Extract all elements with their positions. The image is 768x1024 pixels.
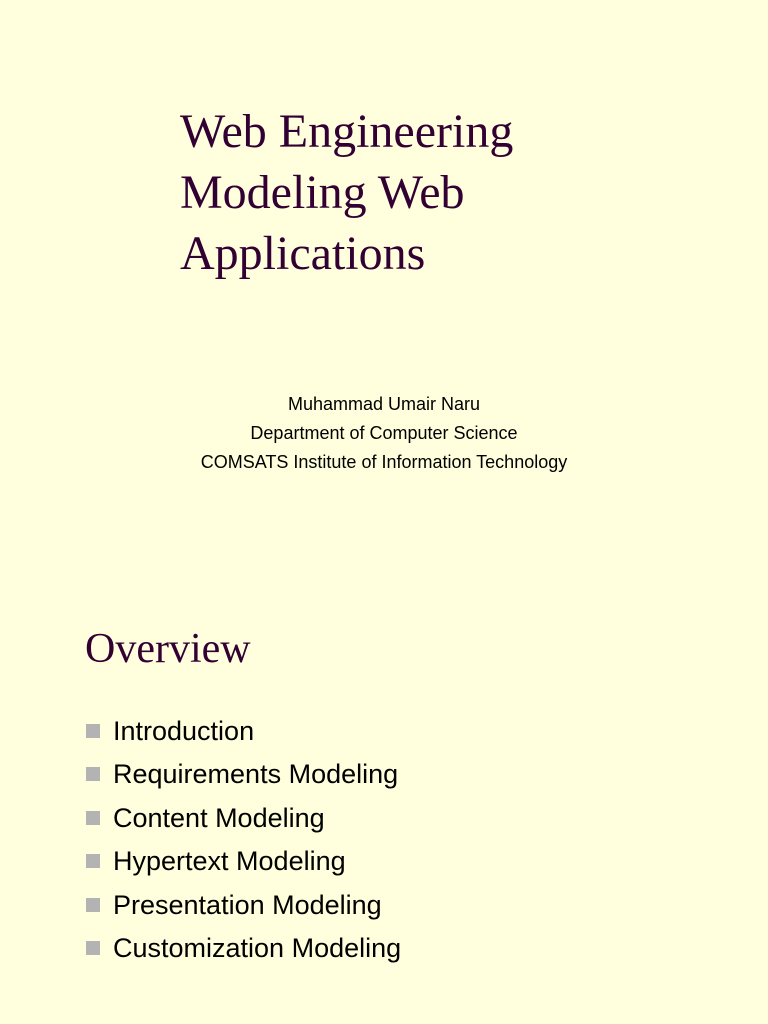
slide-title-line-2: Modeling Web [180, 166, 465, 219]
slide-title-line-3: Applications [180, 227, 426, 280]
bullet-text: Customization Modeling [113, 932, 402, 963]
square-bullet-icon [86, 767, 100, 781]
square-bullet-icon [86, 941, 100, 955]
bullet-item-introduction [86, 718, 401, 761]
bullet-text: Content Modeling [113, 802, 325, 833]
overview-bullet-list [86, 718, 401, 978]
bullet-item-requirements-modeling [86, 761, 401, 804]
slide-title-line-1: Web Engineering [180, 105, 514, 158]
overview-slide [0, 512, 768, 1024]
bullet-text: Introduction [113, 716, 255, 746]
author-department: Department of Computer Science [250, 423, 518, 443]
bullet-text: Hypertext Modeling [113, 846, 346, 877]
bullet-item-hypertext-modeling [86, 848, 401, 891]
author-institution: COMSATS Institute of Information Technology [200, 452, 568, 472]
square-bullet-icon [86, 898, 100, 912]
bullet-item-customization-modeling [86, 932, 402, 978]
square-bullet-icon [86, 724, 100, 738]
bullet-text: Presentation Modeling [113, 889, 382, 920]
author-name: Muhammad Umair Naru [287, 394, 481, 414]
bullet-item-presentation-modeling [86, 889, 401, 935]
square-bullet-icon [86, 854, 100, 868]
bullet-item-content-modeling [86, 802, 401, 848]
bullet-text: Requirements Modeling [113, 759, 399, 790]
overview-heading: Overview [85, 626, 251, 672]
square-bullet-icon [86, 811, 100, 825]
